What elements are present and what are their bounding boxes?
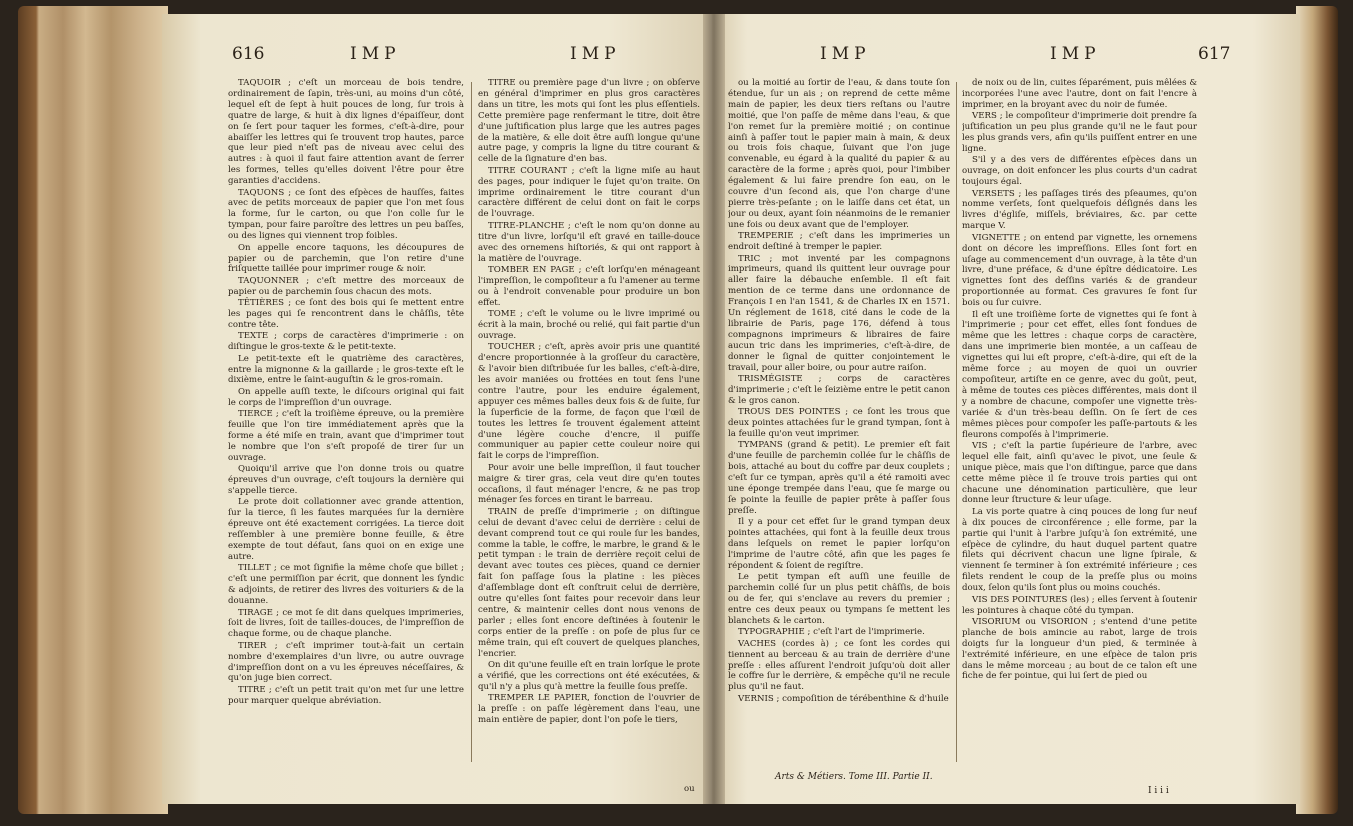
paragraph: TÊTIÈRES ; ce ſont des bois qui ſe mettent entre les pages qui ſe rencontrent dans le châſſis, tête contre tête. — [228, 298, 464, 330]
right-page-column-1 — [728, 78, 950, 766]
paragraph: On appelle auſſi texte, le diſcours original qui fait le corps de l'impreſſion d'un ouvrage. — [228, 386, 464, 408]
left-page-column-2 — [478, 78, 700, 783]
right-page-number: 617 — [1198, 44, 1231, 64]
paragraph: S'il y a des vers de différentes eſpèces dans un ouvrage, on doit enfoncer les plus courts d'un cadrat toujours égal. — [962, 155, 1197, 188]
paragraph: La vis porte quatre à cinq pouces de long ſur neuf à dix pouces de circonférence ; elle forme, par la partie qui l'unit à l'arbre juſqu'à ſon extrémité, une eſpèce de cylindre, du haut duquel partent quatre filets qui décrivent chacun une ligne ſpirale, & viennent ſe terminer à ſon extrémité inférieure ; ces filets rendent le coup de la preſſe plus ou moins doux, ſelon qu'ils ſont plus ou moins couchés. — [962, 506, 1197, 594]
paragraph: VACHES (cordes à) ; ce ſont les cordes qui tiennent au berceau & au train de derrière d'une preſſe : elles aſſurent l'endroit juſqu'où doit aller le coffre ſur le derrière, & empêche qu'il ne recule plus qu'il ne faut. — [728, 638, 950, 693]
right-page-column-2 — [962, 78, 1197, 783]
right-page-header-right: IMP — [1050, 44, 1101, 64]
paragraph: TOMBER EN PAGE ; c'eſt lorſqu'en ménageant l'impreſſion, le compoſiteur a ſu l'amener au terme ou à l'endroit convenable pour produire un bon effet. — [478, 264, 700, 308]
column-rule — [956, 82, 957, 762]
paragraph: Il y a pour cet effet ſur le grand tympan deux pointes attachées, qui font à la feuille deux trous dans leſquels on remet le papier lorſqu'on l'imprime de l'autre côté, afin que les pages ſe répondent & ſoient de regiſtre. — [728, 517, 950, 571]
paragraph: VERNIS ; compoſition de térébenthine & d'huile — [738, 693, 949, 704]
paragraph: VIS DES POINTURES (les) ; elles ſervent à ſoutenir les pointures à chaque côté du tympan. — [962, 594, 1197, 616]
paragraph: TRISMÉGISTE ; corps de caractères d'imprimerie ; c'eſt le ſeizième entre le petit canon & le gros canon. — [728, 373, 950, 406]
paragraph: TIRER ; c'eſt imprimer tout-à-fait un certain nombre d'exemplaires d'un livre, ou autre ouvrage d'impreſſion dont on a vu les épreuves néceſſaires, & qu'on juge bien correct. — [228, 640, 464, 684]
paragraph: On dit qu'une feuille eſt en train lorſque le prote a vérifié, que les corrections ont été exécutées, & qu'il n'y a plus qu'à mettre la feuille ſous preſſe. — [478, 660, 700, 692]
left-page-header-left: IMP — [350, 44, 401, 64]
paragraph: Pour avoir une belle impreſſion, il faut toucher maigre & tirer gras, cela veut dire qu'en toutes occaſions, il faut ménager l'encre, & ne pas trop ménager ſes forces en tirant le barreau. — [478, 462, 700, 506]
paragraph: VIGNETTE ; on entend par vignette, les ornemens dont on décore les impreſſions. Elles ſont fort en uſage au commencement d'un ouvrage, à la tête d'un livre, d'une préface, & d'une épître dédicatoire. Les vignettes ſont des deſſins variés & de grandeur proportionnée au format. Ces gravures ſe font ſur bois ou ſur cuivre. — [962, 232, 1197, 309]
book-gutter — [703, 14, 725, 804]
paragraph: TITRE-PLANCHE ; c'eſt le nom qu'on donne au titre d'un livre, lorſqu'il eſt gravé en taille-douce avec des ornemens hiſtoriés, & qui ont rapport à la matière de l'ouvrage. — [478, 220, 700, 264]
paragraph: TOUCHER ; c'eſt, après avoir pris une quantité d'encre proportionnée à la groſſeur du caractère, & l'avoir bien diſtribuée ſur les balles, c'eſt-à-dire, les avoir maniées ou frottées en tout ſens l'une contre l'autre, pour les enduire également, appuyer ces mêmes balles deux fois & de ſuite, ſur la ſuperficie de la forme, de façon que l'œil de toutes les lettres ſe trouvent également atteint d'une légère couche d'encre, il puiſſe communiquer au papier cette couleur noire qui fait le corps de l'impreſſion. — [478, 342, 700, 462]
paragraph: TYPOGRAPHIE ; c'eſt l'art de l'imprimerie. — [738, 627, 925, 638]
paragraph: Le petit-texte eſt le quatrième des caractères, entre la mignonne & la gaillarde ; le gros-texte eſt le dixième, entre le ſaint-auguſtin & le gros-romain. — [228, 353, 464, 386]
paragraph: TAQUONNER ; c'eſt mettre des morceaux de papier ou de parchemin ſous chacun des mots. — [228, 275, 464, 297]
paragraph: TRIC ; mot inventé par les compagnons imprimeurs, quand ils quittent leur ouvrage pour aller faire la débauche enſemble. Il eſt fait mention de ce terme dans une ordonnance de François I en l'an 1541, & de Charles IX en 1571. Un réglement de 1618, cité dans le code de la librairie de Paris, page 176, défend à tous compagnons imprimeurs & libraires de faire aucun tric dans les imprimeries, c'eſt-à-dire, de donner le ſignal de quitter conjointement le travail, pour aller boire, ou pour autre raiſon. — [728, 253, 950, 373]
book-edge-left — [18, 6, 168, 814]
paragraph: de noix ou de lin, cuites ſéparément, puis mêlées & incorporées l'une avec l'autre, dont on fait l'encre à imprimer, en la broyant avec du noir de fumée. — [962, 78, 1197, 110]
book-edge-right — [1296, 6, 1338, 814]
paragraph: VERSETS ; les paſſages tirés des pſeaumes, qu'on nomme verſets, ſont quelquefois déſignés dans les livres d'égliſe, miſſels, bréviaires, &c. par cette marque V. — [962, 188, 1197, 232]
paragraph: Le petit tympan eſt auſſi une feuille de parchemin collé ſur un plus petit châſſis, de bois ou de fer, qui s'enclave au revers du premier ; entre ces deux peaux ou tympans ſe mettent les blanchets & le carton. — [728, 572, 950, 626]
left-page-number: 616 — [232, 44, 265, 64]
paragraph: TITRE COURANT ; c'eſt la ligne miſe au haut des pages, pour indiquer le ſujet qu'on traite. On imprime ordinairement le titre courant d'un caractère différent de celui dont on fait le corps de l'ouvrage. — [478, 165, 700, 220]
paragraph: VIS ; c'eſt la partie ſupérieure de l'arbre, avec lequel elle fait, ainſi qu'avec le pivot, une ſeule & unique pièce, mais que l'on diſtingue, parce que dans cette même pièce il ſe trouve trois parties qui ont chacune une dénomination particulière, que leur donne leur ſtructure & leur uſage. — [962, 440, 1197, 506]
paragraph: TIRAGE ; ce mot ſe dit dans quelques imprimeries, ſoit de livres, ſoit de tailles-douces, de l'impreſſion de chaque forme, ou de chaque planche. — [228, 607, 464, 640]
paragraph: TRAIN de preſſe d'imprimerie ; on diſtingue celui de devant d'avec celui de derrière : celui de devant comprend tout ce qui roule ſur les bandes, comme la table, le coffre, le marbre, le grand & le petit tympan : le train de derrière reçoit celui de devant avec toutes ces pièces, quand ce dernier fait ſon paſſage ſous la platine : les pièces d'aſſemblage dont eſt conſtruit celui de derrière, outre qu'elles ſont faites pour recevoir dans leur centre, & maintenir celles dont nous venons de parler ; elles ſont encore deſtinées à ſoutenir le corps entier de la preſſe : on poſe de plus ſur ce même train, qui eſt couvert de quelques planches, l'encrier. — [478, 506, 700, 659]
page-footer: Arts & Métiers. Tome III. Partie II. — [775, 772, 933, 782]
paragraph: TILLET ; ce mot ſignifie la même choſe que billet ; c'eſt une permiſſion par écrit, que donnent les ſyndic & adjoints, de retirer des livres des voituriers & de la douanne. — [228, 563, 464, 607]
left-page-header-right: IMP — [570, 44, 621, 64]
paragraph: TEXTE ; corps de caractères d'imprimerie : on diſtingue le gros-texte & le petit-texte. — [228, 331, 464, 353]
signature-mark: I i i i — [1148, 786, 1169, 796]
paragraph: TREMPERIE ; c'eſt dans les imprimeries un endroit deſtiné à tremper le papier. — [728, 231, 950, 253]
paragraph: Quoiqu'il arrive que l'on donne trois ou quatre épreuves d'un ouvrage, c'eſt toujours la dernière qui s'appelle tierce. — [228, 464, 464, 497]
paragraph: ou la moitié au ſortir de l'eau, & dans toute ſon étendue, ſur un ais ; on reprend de cette même main de papier, les deux tiers reſtans ou l'autre moitié, que l'on paſſe de même dans l'eau, & que l'on remet ſur la première moitié ; on continue ainſi à paſſer tout le papier main à main, & deux ou trois fois chaque, ſuivant que l'on juge convenable, eu égard à la qualité du papier & au caractère de la forme ; après quoi, pour l'imbiber également & lui faire prendre ſon eau, on le couvre d'un ſecond ais, que l'on charge d'une pierre très-peſante ; on le laiſſe dans cet état, un jour ou deux, ayant ſoin néanmoins de le remanier une fois ou deux avant que de l'employer. — [728, 78, 950, 230]
paragraph: TITRE ; c'eſt un petit trait qu'on met ſur une lettre pour marquer quelque abréviation. — [228, 684, 464, 706]
paragraph: TAQUONS ; ce ſont des eſpèces de hauſſes, faites avec de petits morceaux de papier que l'on met ſous la forme, ſur le carton, ou que l'on colle ſur le tympan, pour faire paroître des lettres un peu baſſes, ou des lignes qui viennent trop foibles. — [228, 187, 464, 242]
left-page-column-1 — [228, 78, 464, 783]
paragraph: On appelle encore taquons, les découpures de papier ou de parchemin, que l'on retire d'une friſquette taillée pour imprimer rouge & noir. — [228, 242, 464, 275]
paragraph: Il eſt une troiſième ſorte de vignettes qui ſe font à l'imprimerie ; pour cet effet, elles ſont fondues de même que les lettres : chaque corps de caractère, dans une imprimerie bien montée, a un caſſeau de vignettes qui lui eſt propre, c'eſt-à-dire, qui eſt de la même force ; au moyen de quoi un ouvrier compoſiteur, artiſte en ce genre, avec du goût, peut, à même de toutes ces pièces différentes, mais dont il y a nombre de chacune, compoſer une vignette très-variée & d'un très-beau deſſin. On ſe ſert de ces mêmes pièces pour compoſer les paſſe-partouts & les fleurons compoſés à l'imprimerie. — [962, 309, 1197, 440]
paragraph: TITRE ou première page d'un livre ; on obſerve en général d'imprimer en plus gros caractères dans un titre, les mots qui ſont les plus eſſentiels. Cette première page renfermant le titre, doit être d'une juſtification plus large que les autres pages de la matière, & elle doit être auſſi longue qu'une autre page, y compris la ligne du titre courant & celle de la ſignature d'en bas. — [478, 78, 700, 165]
paragraph: VISORIUM ou VISORION ; s'entend d'une petite planche de bois amincie au rabot, large de trois doigts ſur la longueur d'un pied, & terminée à l'extrémité inférieure, en une eſpèce de talon pris dans le même morceau ; au bout de ce talon eſt une fiche de fer pointue, qui lui ſert de pied ou — [962, 616, 1197, 682]
column-rule — [471, 82, 472, 762]
paragraph: TOME ; c'eſt le volume ou le livre imprimé ou écrit à la main, broché ou relié, qui fait partie d'un ouvrage. — [478, 309, 700, 341]
paragraph: TYMPANS (grand & petit). Le premier eſt fait d'une feuille de parchemin collée ſur le châſſis de bois, attaché au bout du coffre par deux couplets ; c'eſt ſur ce tympan, après qu'il a été ramoiti avec une éponge trempée dans l'eau, que ſe marge ou ſe pointe la feuille de papier prête à paſſer ſous preſſe. — [728, 440, 950, 516]
left-catchword: ou — [684, 784, 695, 794]
right-page-header-left: IMP — [820, 44, 871, 64]
paragraph: TIERCE ; c'eſt la troiſième épreuve, ou la première feuille que l'on tire immédiatement après que la forme a été miſe en train, avant que d'imprimer tout le nombre que l'on s'eſt propoſé de tirer ſur un ouvrage. — [228, 409, 464, 463]
paragraph: VERS ; le compoſiteur d'imprimerie doit prendre ſa juſtification un peu plus grande qu'il ne le faut pour les plus grands vers, afin qu'ils puiſſent entrer en une ligne. — [962, 111, 1197, 154]
paragraph: TROUS DES POINTES ; ce ſont les trous que deux pointes attachées ſur le grand tympan, ſont à la feuille qu'on veut imprimer. — [728, 407, 950, 439]
paragraph: Le prote doit collationner avec grande attention, ſur la tierce, ſi les fautes marquées ſur la dernière épreuve ont été exactement corrigées. La tierce doit reſſembler à une première bonne feuille, & être exempte de tout défaut, ſans quoi on en exige une autre. — [228, 497, 464, 562]
paragraph: TAQUOIR ; c'eſt un morceau de bois tendre, ordinairement de ſapin, très-uni, au moins d'un côté, lequel eſt de ſept à huit pouces de long, ſur trois à quatre de large, & huit à dix lignes d'épaiſſeur, dont on ſe ſert pour taquer les formes, c'eſt-à-dire, pour abaiſſer les lettres qui ſe trouvent trop hautes, parce que leur pied n'eſt pas de niveau avec celui des autres : à quoi il faut faire attention avant de ſerrer les formes, telles qu'elles doivent l'être pour être garanties d'accidens. — [228, 78, 464, 187]
paragraph: TREMPER LE PAPIER, fonction de l'ouvrier de la preſſe : on paſſe légèrement dans l'eau, une main entière de papier, dont l'on poſe le tiers, — [478, 693, 700, 726]
